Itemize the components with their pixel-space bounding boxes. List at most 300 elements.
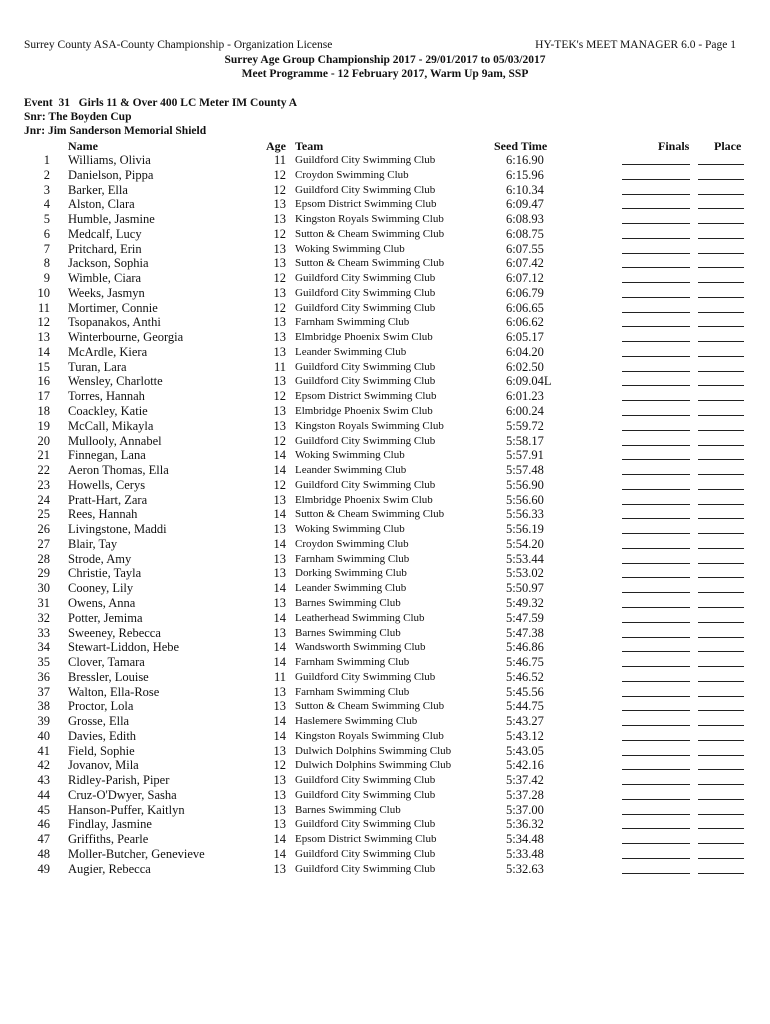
swimmer-team: Guildford City Swimming Club [295, 272, 436, 285]
seed-time: 5:42.16 [506, 758, 544, 773]
place-blank-line [698, 227, 744, 239]
place-blank-line [698, 404, 744, 416]
swimmer-name: Turan, Lara [68, 359, 127, 374]
swimmer-age: 14 [273, 463, 286, 478]
table-row [0, 773, 770, 788]
swimmer-team: Croydon Swimming Club [295, 537, 409, 550]
swimmer-age: 13 [273, 817, 286, 832]
swimmer-name: Barker, Ella [68, 182, 128, 197]
swimmer-team: Guildford City Swimming Club [295, 788, 436, 801]
seed-time: 5:45.56 [506, 684, 544, 699]
table-row [0, 699, 770, 714]
seed-time: 5:54.20 [506, 536, 544, 551]
swimmer-name: Griffiths, Pearle [68, 832, 149, 847]
swimmer-age: 14 [273, 581, 286, 596]
place-blank-line [698, 537, 744, 549]
place-blank-line [698, 434, 744, 446]
seed-time: 5:37.42 [506, 773, 544, 788]
table-row [0, 330, 770, 345]
place-blank-line [698, 183, 744, 195]
place-blank-line [698, 360, 744, 372]
table-row [0, 596, 770, 611]
swimmer-team: Sutton & Cheam Swimming Club [295, 227, 445, 240]
swimmer-team: Leander Swimming Club [295, 464, 407, 477]
finals-blank-line [622, 419, 690, 431]
finals-blank-line [622, 434, 690, 446]
seed-time: 5:56.33 [506, 507, 544, 522]
swimmer-team: Farnham Swimming Club [295, 552, 410, 565]
seed-time: 5:59.72 [506, 418, 544, 433]
table-row [0, 758, 770, 773]
table-row [0, 522, 770, 537]
swimmer-age: 12 [273, 389, 286, 404]
place-blank-line [698, 788, 744, 800]
entry-number: 12 [37, 315, 50, 330]
seed-time: 5:57.91 [506, 448, 544, 463]
finals-blank-line [622, 374, 690, 386]
place-blank-line [698, 345, 744, 357]
swimmer-name: Livingstone, Maddi [68, 522, 167, 537]
seed-time: 6:07.42 [506, 256, 544, 271]
swimmer-name: Mortimer, Connie [68, 300, 158, 315]
seed-time: 5:56.60 [506, 492, 544, 507]
seed-time: 6:16.90 [506, 153, 544, 167]
seed-time: 6:07.12 [506, 271, 544, 286]
swimmer-age: 13 [273, 492, 286, 507]
entry-number: 24 [37, 492, 50, 507]
swimmer-team: Guildford City Swimming Club [295, 360, 436, 373]
swimmer-age: 12 [273, 477, 286, 492]
seed-time: 5:32.63 [506, 861, 544, 876]
entry-number: 34 [37, 640, 50, 655]
entry-number: 36 [37, 669, 50, 684]
swimmer-name: Tsopanakos, Anthi [68, 315, 161, 330]
swimmer-name: Cruz-O'Dwyer, Sasha [68, 787, 177, 802]
organization-license: Surrey County ASA-County Championship - Organization License [24, 39, 333, 51]
table-row [0, 168, 770, 183]
swimmer-name: Weeks, Jasmyn [68, 285, 145, 300]
swimmer-age: 13 [273, 802, 286, 817]
place-blank-line [698, 729, 744, 741]
swimmer-age: 12 [273, 300, 286, 315]
swimmer-name: Blair, Tay [68, 536, 118, 551]
seed-time: 6:06.62 [506, 315, 544, 330]
entry-number: 14 [37, 344, 50, 359]
column-headers [0, 139, 770, 153]
entry-number: 5 [43, 212, 50, 227]
swimmer-name: Torres, Hannah [68, 389, 145, 404]
finals-blank-line [622, 832, 690, 844]
swimmer-age: 13 [273, 404, 286, 419]
swimmer-team: Sutton & Cheam Swimming Club [295, 700, 445, 713]
swimmer-age: 13 [273, 595, 286, 610]
swimmer-team: Kingston Royals Swimming Club [295, 419, 444, 432]
entry-number: 19 [37, 418, 50, 433]
place-blank-line [698, 242, 744, 254]
swimmer-name: Grosse, Ella [68, 714, 130, 729]
place-blank-line [698, 626, 744, 638]
seed-time: 6:01.23 [506, 389, 544, 404]
finals-blank-line [622, 301, 690, 313]
swimmer-name: Potter, Jemima [68, 610, 143, 625]
swimmer-name: Moller-Butcher, Genevieve [68, 846, 205, 861]
place-blank-line [698, 256, 744, 268]
finals-blank-line [622, 862, 690, 874]
place-blank-line [698, 197, 744, 209]
table-row [0, 345, 770, 360]
swimmer-team: Guildford City Swimming Club [295, 301, 436, 314]
table-row [0, 183, 770, 198]
swimmer-name: Williams, Olivia [68, 153, 151, 167]
swimmer-team: Barnes Swimming Club [295, 596, 401, 609]
table-row [0, 670, 770, 685]
event-info [24, 96, 297, 138]
entry-number: 1 [43, 153, 50, 167]
entry-number: 21 [37, 448, 50, 463]
swimmer-age: 13 [273, 861, 286, 876]
swimmer-age: 14 [273, 655, 286, 670]
swimmer-name: Proctor, Lola [68, 699, 134, 714]
seed-time: 5:37.00 [506, 802, 544, 817]
place-blank-line [698, 330, 744, 342]
place-blank-line [698, 581, 744, 593]
finals-blank-line [622, 758, 690, 770]
swimmer-age: 13 [273, 625, 286, 640]
seed-time: 5:37.28 [506, 787, 544, 802]
finals-blank-line [622, 404, 690, 416]
table-row [0, 552, 770, 567]
seed-time: 6:07.55 [506, 241, 544, 256]
finals-blank-line [622, 537, 690, 549]
seed-time: 6:08.75 [506, 226, 544, 241]
swimmer-name: Aeron Thomas, Ella [68, 463, 169, 478]
finals-blank-line [622, 271, 690, 283]
swimmer-team: Guildford City Swimming Club [295, 478, 436, 491]
meet-title: Surrey Age Group Championship 2017 - 29/01/2017 to 05/03/2017 [224, 54, 546, 66]
swimmer-name: McArdle, Kiera [68, 344, 148, 359]
event-senior-trophy: Snr: The Boyden Cup [24, 111, 132, 123]
place-blank-line [698, 803, 744, 815]
finals-blank-line [622, 596, 690, 608]
swimmer-team: Kingston Royals Swimming Club [295, 213, 444, 226]
seed-time: 6:06.65 [506, 300, 544, 315]
place-blank-line [698, 168, 744, 180]
place-blank-line [698, 596, 744, 608]
table-row [0, 197, 770, 212]
finals-blank-line [622, 315, 690, 327]
table-row [0, 537, 770, 552]
swimmer-age: 14 [273, 507, 286, 522]
page-header [24, 39, 746, 53]
entry-number: 28 [37, 551, 50, 566]
swimmer-team: Haslemere Swimming Club [295, 715, 418, 728]
seed-time: 5:43.05 [506, 743, 544, 758]
entry-number: 41 [37, 743, 50, 758]
swimmer-team: Farnham Swimming Club [295, 656, 410, 669]
finals-blank-line [622, 714, 690, 726]
seed-time: 5:47.38 [506, 625, 544, 640]
seed-time: 6:05.17 [506, 330, 544, 345]
table-row [0, 626, 770, 641]
place-blank-line [698, 286, 744, 298]
seed-time: 6:09.04L [506, 374, 552, 389]
entry-number: 7 [43, 241, 50, 256]
swimmer-name: Findlay, Jasmine [68, 817, 152, 832]
seed-time: 5:53.02 [506, 566, 544, 581]
place-blank-line [698, 315, 744, 327]
place-blank-line [698, 389, 744, 401]
entry-number: 31 [37, 595, 50, 610]
swimmer-age: 13 [273, 787, 286, 802]
finals-blank-line [622, 699, 690, 711]
finals-blank-line [622, 507, 690, 519]
entry-number: 17 [37, 389, 50, 404]
entry-number: 26 [37, 522, 50, 537]
finals-blank-line [622, 242, 690, 254]
table-row [0, 286, 770, 301]
event-junior-trophy: Jnr: Jim Sanderson Memorial Shield [24, 125, 207, 137]
place-blank-line [698, 463, 744, 475]
table-row [0, 862, 770, 877]
entry-number: 42 [37, 758, 50, 773]
swimmer-team: Guildford City Swimming Club [295, 154, 436, 166]
table-row [0, 493, 770, 508]
swimmer-name: Humble, Jasmine [68, 212, 155, 227]
finals-blank-line [622, 330, 690, 342]
swimmer-age: 14 [273, 536, 286, 551]
swimmer-name: Medcalf, Lucy [68, 226, 142, 241]
swimmer-team: Elmbridge Phoenix Swim Club [295, 331, 433, 344]
swimmer-name: Finnegan, Lana [68, 448, 146, 463]
place-blank-line [698, 493, 744, 505]
place-blank-line [698, 773, 744, 785]
swimmer-age: 13 [273, 344, 286, 359]
entry-number: 49 [37, 861, 50, 876]
place-blank-line [698, 847, 744, 859]
place-blank-line [698, 714, 744, 726]
swimmer-name: Sweeney, Rebecca [68, 625, 161, 640]
swimmer-team: Barnes Swimming Club [295, 803, 401, 816]
entry-number: 11 [37, 300, 50, 315]
table-row [0, 788, 770, 803]
finals-blank-line [622, 448, 690, 460]
seed-time: 6:09.47 [506, 197, 544, 212]
swimmer-team: Sutton & Cheam Swimming Club [295, 508, 445, 521]
entry-number: 18 [37, 404, 50, 419]
entry-number: 27 [37, 536, 50, 551]
entry-number: 8 [43, 256, 50, 271]
swimmer-age: 11 [273, 669, 286, 684]
entry-number: 9 [43, 271, 50, 286]
entry-number: 45 [37, 802, 50, 817]
swimmer-age: 13 [273, 551, 286, 566]
entry-number: 20 [37, 433, 50, 448]
table-row [0, 212, 770, 227]
table-row [0, 803, 770, 818]
place-blank-line [698, 566, 744, 578]
place-blank-line [698, 153, 744, 165]
seed-time: 6:02.50 [506, 359, 544, 374]
entry-number: 38 [37, 699, 50, 714]
swimmer-team: Farnham Swimming Club [295, 685, 410, 698]
entry-number: 33 [37, 625, 50, 640]
swimmer-age: 13 [273, 773, 286, 788]
seed-time: 5:58.17 [506, 433, 544, 448]
swimmer-team: Dulwich Dolphins Swimming Club [295, 759, 452, 772]
place-blank-line [698, 507, 744, 519]
seed-time: 5:43.12 [506, 728, 544, 743]
swimmer-name: Stewart-Liddon, Hebe [68, 640, 180, 655]
entry-number: 13 [37, 330, 50, 345]
place-blank-line [698, 640, 744, 652]
swimmer-team: Farnham Swimming Club [295, 316, 410, 329]
entry-number: 48 [37, 846, 50, 861]
place-blank-line [698, 744, 744, 756]
swimmer-name: Alston, Clara [68, 197, 135, 212]
swimmer-age: 14 [273, 448, 286, 463]
table-row [0, 242, 770, 257]
entry-number: 15 [37, 359, 50, 374]
finals-blank-line [622, 389, 690, 401]
swimmer-name: Wensley, Charlotte [68, 374, 163, 389]
swimmer-team: Guildford City Swimming Club [295, 847, 436, 860]
swimmer-age: 13 [273, 522, 286, 537]
finals-blank-line [622, 655, 690, 667]
swimmer-age: 14 [273, 832, 286, 847]
entry-number: 10 [37, 285, 50, 300]
swimmer-age: 13 [273, 418, 286, 433]
place-blank-line [698, 552, 744, 564]
seed-time: 5:47.59 [506, 610, 544, 625]
place-blank-line [698, 611, 744, 623]
finals-blank-line [622, 670, 690, 682]
entry-number: 39 [37, 714, 50, 729]
column-header-place: Place [714, 139, 742, 153]
swimmer-team: Guildford City Swimming Club [295, 818, 436, 831]
swimmer-name: Wimble, Ciara [68, 271, 142, 286]
swimmer-team: Elmbridge Phoenix Swim Club [295, 493, 433, 506]
seed-time: 5:33.48 [506, 846, 544, 861]
swimmer-age: 13 [273, 566, 286, 581]
swimmer-team: Croydon Swimming Club [295, 168, 409, 181]
swimmer-age: 12 [273, 226, 286, 241]
table-row [0, 448, 770, 463]
entry-number: 22 [37, 463, 50, 478]
finals-blank-line [622, 286, 690, 298]
swimmer-team: Guildford City Swimming Club [295, 286, 436, 299]
swimmer-age: 13 [273, 212, 286, 227]
swimmer-team: Dulwich Dolphins Swimming Club [295, 744, 452, 757]
place-blank-line [698, 419, 744, 431]
table-row [0, 847, 770, 862]
table-row [0, 360, 770, 375]
seed-time: 5:46.52 [506, 669, 544, 684]
swimmer-age: 12 [273, 758, 286, 773]
table-row [0, 817, 770, 832]
table-row [0, 729, 770, 744]
swimmer-age: 14 [273, 640, 286, 655]
table-row [0, 655, 770, 670]
column-header-team: Team [295, 139, 324, 153]
swimmer-age: 11 [273, 153, 286, 167]
swimmer-age: 13 [273, 330, 286, 345]
swimmer-age: 13 [273, 197, 286, 212]
finals-blank-line [622, 611, 690, 623]
seed-time: 5:53.44 [506, 551, 544, 566]
swimmer-age: 13 [273, 285, 286, 300]
finals-blank-line [622, 183, 690, 195]
finals-blank-line [622, 168, 690, 180]
swimmer-team: Guildford City Swimming Club [295, 670, 436, 683]
swimmer-team: Leander Swimming Club [295, 345, 407, 358]
swimmer-name: Walton, Ella-Rose [68, 684, 160, 699]
seed-time: 5:34.48 [506, 832, 544, 847]
swimmer-name: Winterbourne, Georgia [68, 330, 184, 345]
finals-blank-line [622, 729, 690, 741]
place-blank-line [698, 301, 744, 313]
place-blank-line [698, 758, 744, 770]
finals-blank-line [622, 360, 690, 372]
finals-blank-line [622, 478, 690, 490]
entry-number: 32 [37, 610, 50, 625]
seed-time: 6:04.20 [506, 344, 544, 359]
seed-time: 5:56.90 [506, 477, 544, 492]
finals-blank-line [622, 744, 690, 756]
entry-number: 37 [37, 684, 50, 699]
swimmer-name: Jovanov, Mila [68, 758, 139, 773]
swimmer-age: 14 [273, 728, 286, 743]
entry-number: 4 [43, 197, 50, 212]
swimmer-name: Owens, Anna [68, 595, 136, 610]
seed-time: 6:06.79 [506, 285, 544, 300]
place-blank-line [698, 522, 744, 534]
seed-time: 5:57.48 [506, 463, 544, 478]
swimmer-team: Guildford City Swimming Club [295, 434, 436, 447]
swimmer-age: 14 [273, 714, 286, 729]
seed-time: 5:43.27 [506, 714, 544, 729]
place-blank-line [698, 832, 744, 844]
entry-number: 44 [37, 787, 50, 802]
seed-time: 6:10.34 [506, 182, 544, 197]
table-row [0, 478, 770, 493]
swimmer-name: Pritchard, Erin [68, 241, 142, 256]
swimmer-name: Mullooly, Annabel [68, 433, 162, 448]
place-blank-line [698, 685, 744, 697]
finals-blank-line [622, 227, 690, 239]
finals-blank-line [622, 685, 690, 697]
place-blank-line [698, 699, 744, 711]
place-blank-line [698, 670, 744, 682]
place-blank-line [698, 655, 744, 667]
finals-blank-line [622, 197, 690, 209]
table-row [0, 374, 770, 389]
swimmer-team: Epsom District Swimming Club [295, 390, 437, 403]
seed-time: 6:00.24 [506, 404, 544, 419]
entry-number: 16 [37, 374, 50, 389]
seed-time: 5:44.75 [506, 699, 544, 714]
finals-blank-line [622, 463, 690, 475]
swimmer-team: Guildford City Swimming Club [295, 375, 436, 388]
finals-blank-line [622, 788, 690, 800]
place-blank-line [698, 862, 744, 874]
finals-blank-line [622, 803, 690, 815]
table-row [0, 714, 770, 729]
place-blank-line [698, 448, 744, 460]
table-row [0, 227, 770, 242]
swimmer-team: Wandsworth Swimming Club [295, 641, 426, 654]
finals-blank-line [622, 212, 690, 224]
swimmer-age: 13 [273, 315, 286, 330]
